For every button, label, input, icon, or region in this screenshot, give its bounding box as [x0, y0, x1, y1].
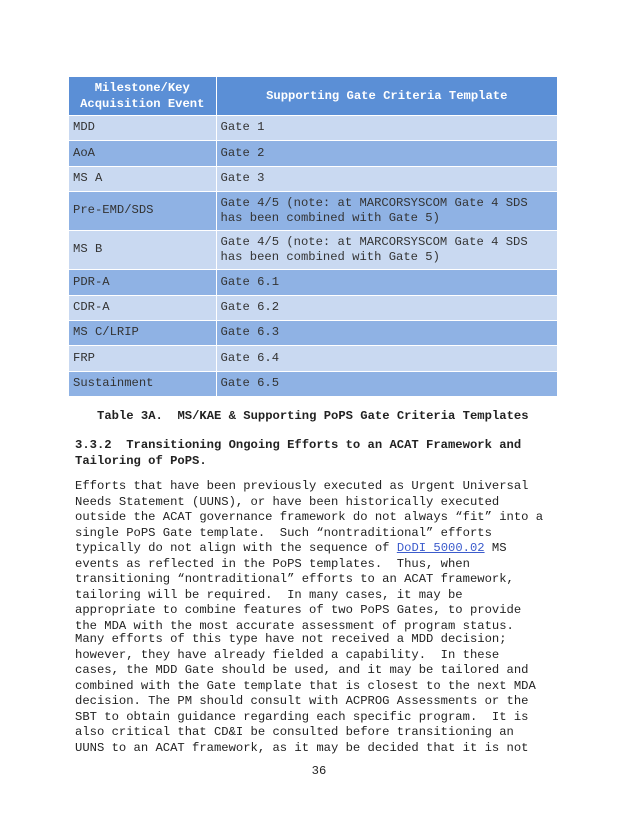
header-milestone: Milestone/Key Acquisition Event — [69, 77, 216, 116]
cell-gate: Gate 3 — [216, 166, 557, 191]
dodi-link[interactable]: DoDI 5000.02 — [396, 541, 485, 555]
cell-event: Sustainment — [69, 371, 216, 396]
cell-gate: Gate 6.4 — [216, 346, 557, 371]
cell-gate: Gate 4/5 (note: at MARCORSYSCOM Gate 4 SDS has been combined with Gate 5) — [216, 231, 557, 270]
cell-event: AoA — [69, 141, 216, 166]
table-row — [69, 295, 557, 320]
paragraph-transitioning — [75, 479, 543, 634]
table-row — [69, 141, 557, 166]
cell-gate: Gate 6.3 — [216, 320, 557, 345]
table-row — [69, 166, 557, 191]
table-row — [69, 371, 557, 396]
gate-criteria-table-wrapper — [69, 77, 557, 397]
cell-event: MS C/LRIP — [69, 320, 216, 345]
table-row — [69, 231, 557, 270]
table-row — [69, 192, 557, 231]
table-header-row — [69, 77, 557, 116]
section-heading: 3.3.2 Transitioning Ongoing Efforts to an ACAT Framework and Tailoring of PoPS. — [75, 438, 522, 468]
gate-criteria-table — [69, 77, 557, 397]
cell-gate: Gate 6.5 — [216, 371, 557, 396]
table-row — [69, 270, 557, 295]
header-gate-template: Supporting Gate Criteria Template — [216, 77, 557, 116]
cell-gate: Gate 1 — [216, 116, 557, 141]
table-row — [69, 116, 557, 141]
cell-event: MS A — [69, 166, 216, 191]
cell-event: FRP — [69, 346, 216, 371]
page-number: 36 — [311, 764, 327, 778]
cell-gate: Gate 6.1 — [216, 270, 557, 295]
table-caption: Table 3A. MS/KAE & Supporting PoPS Gate Criteria Templates — [97, 409, 529, 423]
cell-event: MDD — [69, 116, 216, 141]
table-row — [69, 346, 557, 371]
cell-gate: Gate 2 — [216, 141, 557, 166]
cell-event: Pre-EMD/SDS — [69, 192, 216, 231]
paragraph-text: Efforts that have been previously executed as Urgent Universal Needs Statement (UUNS), or have been historically executed outside the ACAT governance framework do not always “fit” into a single PoPS Gate template. Such “nontraditional” efforts typically do not align with the sequence of — [75, 479, 544, 555]
cell-event: MS B — [69, 231, 216, 270]
table-row — [69, 320, 557, 345]
paragraph-text: MS events as reflected in the PoPS templates. Thus, when transitioning “nontraditional” efforts to an ACAT framework, tailoring will be required. In many cases, it may be appropriate to combine features of two PoPS Gates, to provide the MDA with the most accurate assessment of program status. — [75, 541, 522, 633]
cell-gate: Gate 6.2 — [216, 295, 557, 320]
paragraph-mdd-decision: Many efforts of this type have not received a MDD decision; however, they have already fielded a capability. In these cases, the MDD Gate should be used, and it may be tailored and combined with the Gate template that is closest to the next MDA decision. The PM should consult with ACPROG Assessments or the SBT to obtain guidance regarding each specific program. It is also critical that CD&I be consulted before transitioning an UUNS to an ACAT framework, as it may be decided that it is not — [75, 632, 536, 755]
cell-gate: Gate 4/5 (note: at MARCORSYSCOM Gate 4 SDS has been combined with Gate 5) — [216, 192, 557, 231]
cell-event: PDR-A — [69, 270, 216, 295]
cell-event: CDR-A — [69, 295, 216, 320]
